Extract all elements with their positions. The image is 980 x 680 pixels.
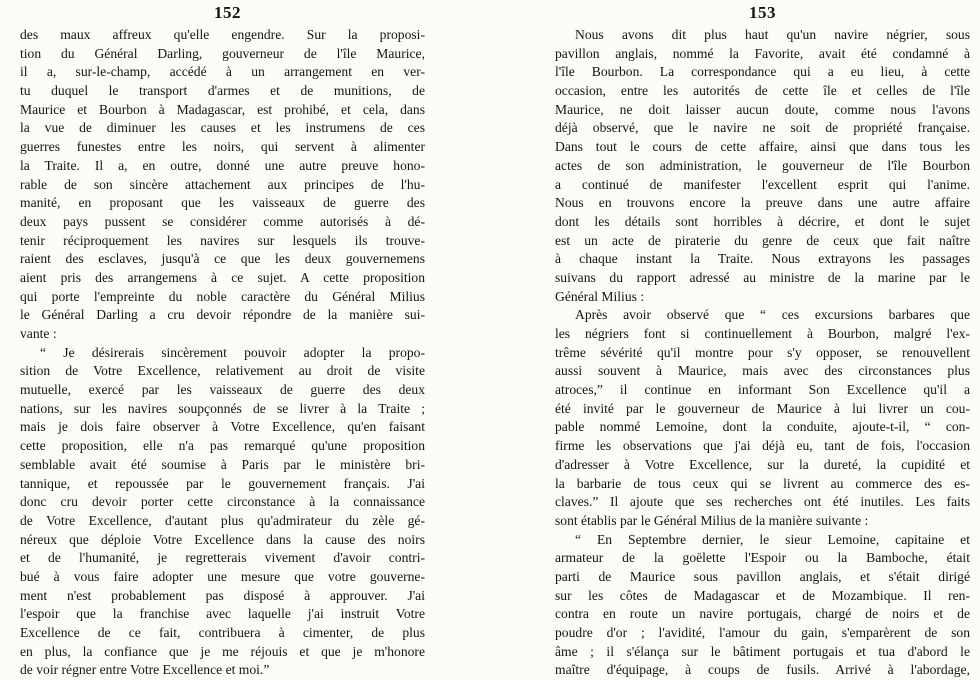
text-line: sur les côtes de Madagascar et de Mozambique. Il ren- xyxy=(555,587,970,603)
text-line: âme ; il s'élança sur le bâtiment portugais et tua d'abord le xyxy=(555,643,970,659)
text-line: Nous en trouvons encore la preuve dans une autre affaire xyxy=(555,195,970,211)
text-line: le Général Darling a cru devoir répondre de la manière sui- xyxy=(20,307,425,323)
text-line: suivans du rapport adressé au ministre de la marine par le xyxy=(555,269,970,285)
text-line: Général Milius : xyxy=(555,288,645,304)
text-line: mutuelle, exercé par les vaisseaux de guerre des deux xyxy=(20,382,425,398)
text-line: raient des esclaves, jusqu'à ce que les deux gouvernemens xyxy=(20,251,425,267)
text-line: Après avoir observé que “ ces excursions barbares que xyxy=(575,307,970,323)
text-line: pavillon anglais, nommé la Favorite, avait été condamné à xyxy=(555,45,970,61)
text-line: aient pris des arrangemens à ce sujet. A cette proposition xyxy=(20,269,425,285)
text-line: donc cru devoir porter cette circonstance à la connaissance xyxy=(20,494,425,510)
text-line: Nous avons dit plus haut qu'un navire négrier, sous xyxy=(575,27,970,42)
text-line: semblable avait été soumise à Paris par le ministère bri- xyxy=(20,456,425,472)
text-line: et de l'humanité, je regretterais vivement d'avoir contri- xyxy=(20,550,425,566)
text-line: Dans tout le cours de cette affaire, ainsi que dans tous les xyxy=(555,139,970,155)
text-line: manité, en proposant que les vaisseaux de guerre des xyxy=(20,195,425,211)
text-line: a continué de manifester l'excellent esprit qui l'anime. xyxy=(555,176,970,192)
text-line: “ Je désirerais sincèrement pouvoir adopter la propo- xyxy=(40,344,425,360)
text-line: il a, sur-le-champ, accédé à un arrangement en ver- xyxy=(20,64,425,80)
text-line: de voir régner entre Votre Excellence et moi.” xyxy=(20,662,270,678)
text-line: tu duquel le transport d'armes et de munitions, de xyxy=(20,83,425,99)
text-line: cette proposition, elle n'a pas remarqué qu'une proposition xyxy=(20,438,425,454)
text-line: ment n'est probablement pas disposé à approuver. J'ai xyxy=(20,587,425,603)
text-line: l'espoir que la franchise avec laquelle j'ai instruit Votre xyxy=(20,606,425,622)
text-line: poudre d'or ; l'avidité, l'amour du gain, s'emparèrent de son xyxy=(555,625,970,640)
right-page xyxy=(555,0,970,678)
text-line: Excellence de ce fait, contribuera à cimenter, de plus xyxy=(20,625,425,640)
text-line: aussi souvent à Maurice, mais avec des circonstances plus xyxy=(555,363,970,379)
text-line: en plus, la confiance que je me réjouis et que je m'honore xyxy=(20,643,425,659)
text-line: les négriers font si continuellement à Bourbon, malgré l'ex- xyxy=(555,326,970,341)
text-line: tion du Général Darling, gouverneur de l'île Maurice, xyxy=(20,45,425,61)
text-line: déjà observé, que le navire ne soit de propriété française. xyxy=(555,120,970,136)
text-line: atroces,” il continue en informant Son Excellence qu'il a xyxy=(555,382,970,398)
text-line: bué à vous faire adopter une mesure que votre gouverne- xyxy=(20,568,425,584)
right-page-text xyxy=(555,26,970,680)
text-line: “ En Septembre dernier, le sieur Lemoine, capitaine et xyxy=(575,531,970,547)
text-line: armateur de la goëlette l'Espoir ou la Bamboche, était xyxy=(555,550,970,566)
text-line: claves.” Il ajoute que ses recherches ont été inutiles. Les faits xyxy=(555,494,970,510)
left-page xyxy=(20,0,425,678)
text-line: rable de son sincère attachement aux principes de l'hu- xyxy=(20,176,425,192)
text-line: maître d'équipage, à coups de fusils. Arrivé à l'abordage, xyxy=(555,662,970,678)
text-line: d'adresser à Votre Excellence, sur la dureté, la cupidité et xyxy=(555,456,970,472)
text-line: sont établis par le Général Milius de la manière suivante : xyxy=(555,512,869,528)
text-line: actes de son administration, le gouverneur de l'île Bourbon xyxy=(555,157,970,173)
left-page-text xyxy=(20,26,425,680)
text-line: deux pays pussent se considérer comme autorisés à dé- xyxy=(20,213,425,229)
text-line: trême sévérité qu'il montre pour s'y opposer, se renouvellent xyxy=(555,344,970,360)
text-line: parti de Maurice sous pavillon anglais, et s'était dirigé xyxy=(555,568,970,584)
text-line: la vue de diminuer les causes et les instrumens de ces xyxy=(20,120,425,136)
text-line: Maurice et Bourbon à Madagascar, est prohibé, et cela, dans xyxy=(20,101,425,117)
text-line: contra en route un navire portugais, chargé de noirs et de xyxy=(555,606,970,622)
text-line: Maurice, ne doit laisser aucun doute, comme nous l'avons xyxy=(555,101,970,117)
right-page-number: 153 xyxy=(749,3,776,22)
text-line: guerres funestes entre les noirs, qui servent à alimenter xyxy=(20,139,425,155)
text-line: des maux affreux qu'elle engendre. Sur la proposi- xyxy=(20,27,425,42)
text-line: firme les observations que j'ai déjà eu, tant de fois, l'occasion xyxy=(555,438,970,454)
text-line: vante : xyxy=(20,326,57,341)
text-line: tenir réciproquement les navires sur lesquels ils trouve- xyxy=(20,232,425,248)
text-line: néreux que déploie Votre Excellence dans la cause des noirs xyxy=(20,531,425,547)
text-line: est un acte de piraterie du genre de ceux que fait naître xyxy=(555,232,970,248)
text-line: la Traite. Il a, en outre, donné une autre preuve hono- xyxy=(20,157,425,173)
text-line: la barbarie de tous ceux qui se livrent au commerce des es- xyxy=(555,475,970,491)
text-line: de Votre Excellence, d'autant plus qu'admirateur du zèle gé- xyxy=(20,512,425,528)
text-line: été invité par le gouverneur de Maurice à lui livrer un cou- xyxy=(555,400,970,416)
text-line: mais je dois faire observer à Votre Excellence, qu'en faisant xyxy=(20,419,425,435)
text-line: qui porte l'empreinte du noble caractère du Général Milius xyxy=(20,288,425,304)
text-line: dont les détails sont horribles à décrire, et dont le sujet xyxy=(555,213,970,229)
text-line: l'île Bourbon. La correspondance qui a eu lieu, à cette xyxy=(555,64,970,80)
left-page-number: 152 xyxy=(214,3,241,22)
text-line: à chaque instant la Traite. Nous extrayons les passages xyxy=(555,251,970,267)
text-line: tannique, et repoussée par le gouvernement français. J'ai xyxy=(20,475,425,491)
text-line: pable nommé Lemoine, dont la conduite, ajoute-t-il, “ con- xyxy=(555,419,970,435)
text-line: nations, sur les navires soupçonnés de se livrer à la Traite ; xyxy=(20,400,425,416)
text-line: occasion, entre les autorités de cette île et celles de l'île xyxy=(555,83,970,99)
text-line: sition de Votre Excellence, relativement au droit de visite xyxy=(20,363,425,379)
